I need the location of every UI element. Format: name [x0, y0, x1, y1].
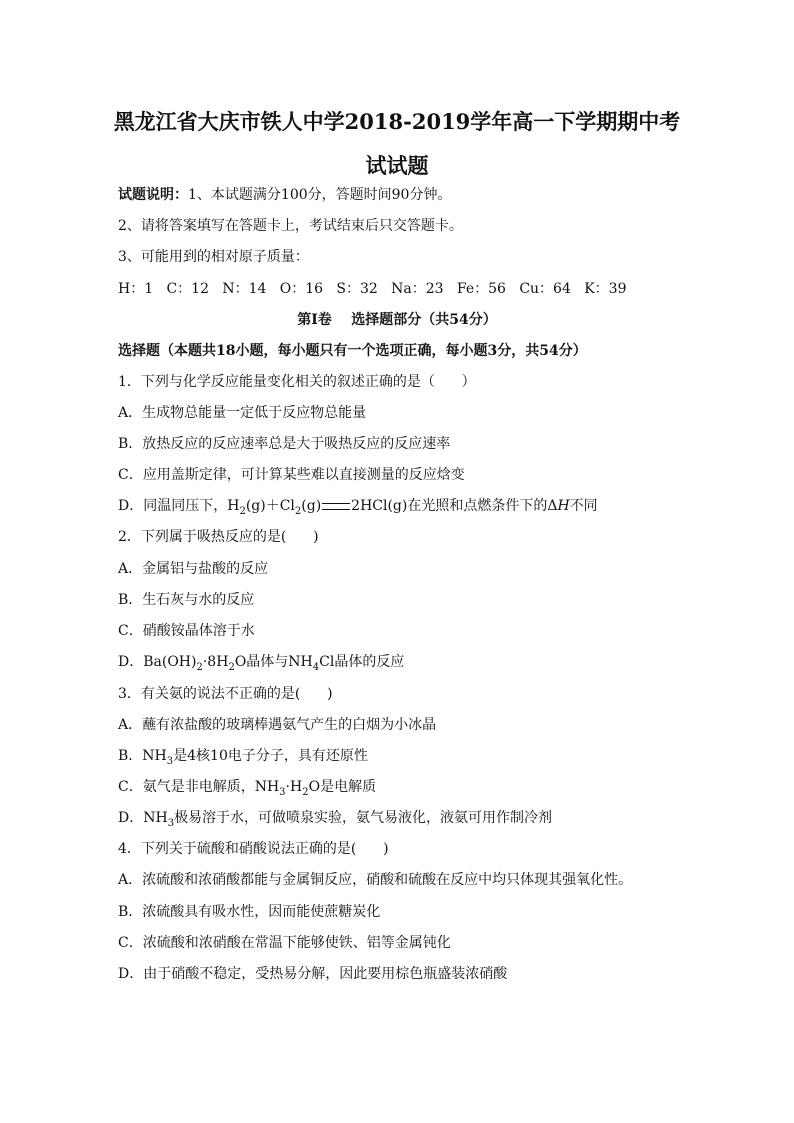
- question-1-option-b: B．放热反应的反应速率总是大于吸热反应的反应速率: [118, 436, 451, 452]
- q2-d-text: Cl晶体的反应: [319, 654, 405, 670]
- question-4-option-a: A．浓硫酸和浓硝酸都能与金属铜反应，硝酸和硫酸在反应中均只体现其强氧化性。: [118, 872, 633, 888]
- section-title: 第Ⅰ卷 选择题部分（共54分）: [297, 312, 497, 328]
- question-4-option-d: D．由于硝酸不稳定，受热易分解，因此要用棕色瓶盛装浓硝酸: [118, 966, 508, 982]
- q3-b-text: B．NH: [118, 748, 167, 764]
- equals-arrow-icon: [322, 503, 350, 510]
- question-1-option-a: A．生成物总能量一定低于反应物总能量: [118, 405, 367, 421]
- question-4-option-c: C．浓硫酸和浓硝酸在常温下能够使铁、铝等金属钝化: [118, 935, 451, 951]
- q3-c-text: O是电解质: [308, 779, 377, 795]
- q3-b-sub: 3: [166, 755, 174, 767]
- question-2-option-c: C．硝酸铵晶体溶于水: [118, 623, 255, 639]
- q3-c-sub: 3: [279, 786, 286, 798]
- section-description: 选择题（本题共18小题，每小题只有一个选项正确，每小题3分，共54分）: [118, 343, 587, 359]
- q1-d-text: 不同: [569, 498, 598, 514]
- instructions-label: 试题说明：: [118, 187, 188, 203]
- question-2-option-a: A．金属铝与盐酸的反应: [118, 561, 269, 577]
- question-3-option-c: [118, 778, 376, 796]
- question-2-stem: 2．下列属于吸热反应的是( ): [118, 529, 319, 545]
- q3-c-text: C．氨气是非电解质，NH: [118, 779, 280, 795]
- q3-c-text: ·H: [285, 779, 303, 795]
- question-1-stem: 1．下列与化学反应能量变化相关的叙述正确的是（ ）: [118, 374, 476, 390]
- question-3-stem: 3．有关氨的说法不正确的是( ): [118, 686, 333, 702]
- question-1-option-c: C．应用盖斯定律，可计算某些难以直接测量的反应焓变: [118, 467, 465, 483]
- q1-d-sub: 2: [294, 505, 302, 517]
- q3-d-text: 极易溶于水，可做喷泉实验，氨气易液化，液氨可用作制冷剂: [174, 810, 553, 826]
- instructions-item1: 1、本试题满分100分，答题时间90分钟。: [188, 187, 452, 203]
- question-2-option-d: [118, 653, 404, 671]
- q1-d-text: (g)＋Cl: [245, 498, 295, 514]
- q2-d-sub: 2: [228, 661, 235, 673]
- question-4-option-b: B．浓硫酸具有吸水性，因而能使蔗糖炭化: [118, 904, 381, 920]
- question-3-option-d: [118, 809, 552, 827]
- enthalpy-symbol: H: [557, 498, 570, 514]
- exam-title-line1: 黑龙江省大庆市铁人中学2018-2019学年高一下学期期中考: [113, 109, 681, 134]
- question-4-stem: 4．下列关于硫酸和硝酸说法正确的是( ): [118, 841, 389, 857]
- q3-b-text: 是4核10电子分子，具有还原性: [173, 748, 368, 764]
- q2-d-text: O晶体与NH: [234, 654, 313, 670]
- q1-d-text: (g): [301, 498, 322, 514]
- q2-d-sub: 2: [196, 661, 203, 673]
- atomic-masses: H：1 C：12 N：14 O：16 S：32 Na：23 Fe：56 Cu：64 K：39: [118, 281, 627, 297]
- q3-c-sub: 2: [302, 786, 309, 798]
- q3-d-text: D．NH: [118, 810, 168, 826]
- exam-title-line2: 试试题: [365, 153, 429, 178]
- q1-d-sub: 2: [239, 505, 246, 517]
- question-3-option-b: [118, 747, 368, 765]
- q2-d-text: D．Ba(OH): [118, 654, 197, 670]
- question-3-option-a: A．蘸有浓盐酸的玻璃棒遇氨气产生的白烟为小冰晶: [118, 717, 437, 733]
- q3-d-sub: 3: [167, 817, 175, 829]
- question-1-option-d: [118, 497, 598, 515]
- instructions-line1: [118, 186, 451, 204]
- question-2-option-b: B．生石灰与水的反应: [118, 592, 255, 608]
- instructions-item3: 3、可能用到的相对原子质量：: [118, 249, 309, 265]
- q2-d-sub: 4: [312, 661, 320, 673]
- instructions-item2: 2、请将答案填写在答题卡上，考试结束后只交答题卡。: [118, 218, 463, 234]
- q1-d-text: 2HCl(g)在光照和点燃条件下的Δ: [351, 498, 558, 514]
- q1-d-text: D．同温同压下，H: [118, 498, 240, 514]
- q2-d-text: ·8H: [202, 654, 229, 670]
